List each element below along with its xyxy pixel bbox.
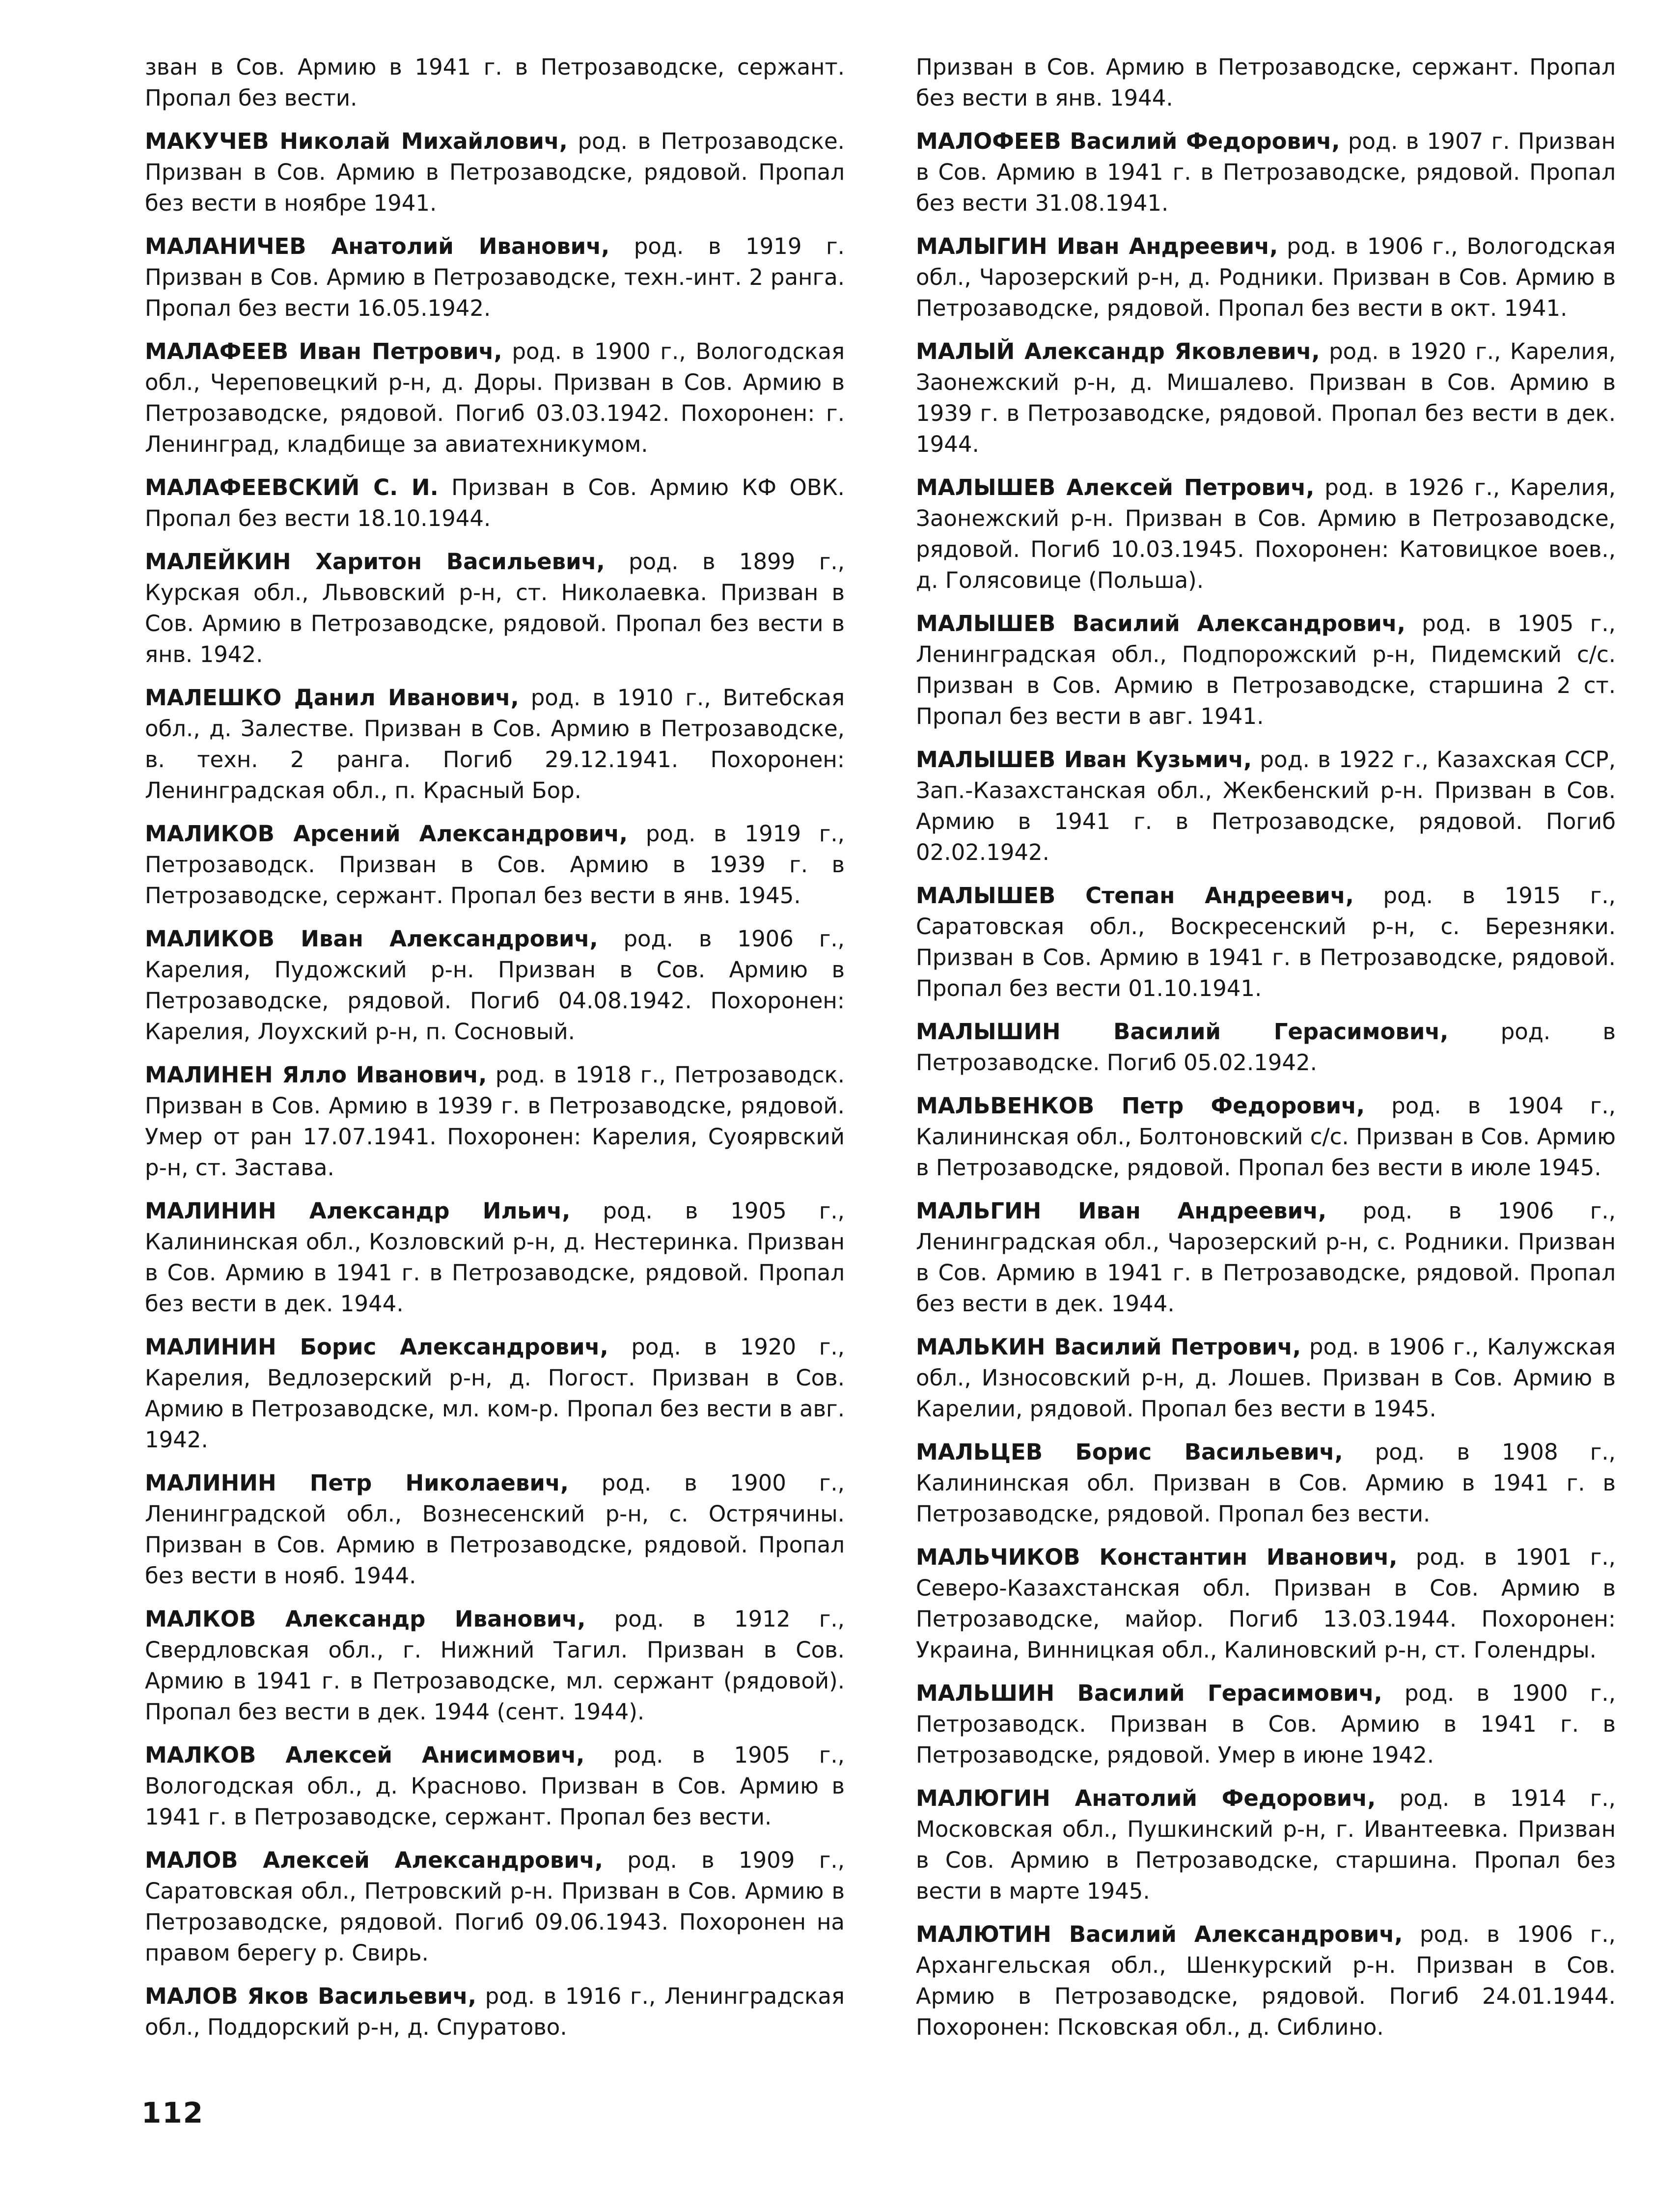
entry-text: род. в 1920 г., Карелия, Заонежский р-н, д. Мишалево. Призван в Сов. Армию в 1939 г. в Петрозаводске, рядовой. Пропал без вести в дек. 1944.: [916, 338, 1616, 457]
register-entry: [916, 52, 1616, 113]
register-entry: [145, 682, 845, 806]
entry-text: род. в 1905 г., Ленинградская обл., Подпорожский р-н, Пидемский с/с. Призван в Сов. Армию в Петрозаводске, старшина 2 ст. Пропал без вести в авг. 1941.: [916, 610, 1616, 729]
register-entry: [916, 880, 1616, 1004]
entry-text: род. в 1900 г., Петрозаводск. Призван в Сов. Армию в 1941 г. в Петрозаводске, рядовой. Умер в июне 1942.: [916, 1680, 1616, 1768]
entry-text: род. в 1905 г., Калининская обл., Козловский р-н, д. Нестеринка. Призван в Сов. Армию в 1941 г. в Петрозаводске, рядовой. Пропал без вести в дек. 1944.: [145, 1198, 845, 1317]
register-entry: [916, 1678, 1616, 1770]
register-entry: [916, 1090, 1616, 1183]
register-entry: [916, 472, 1616, 596]
entry-name: МАКУЧЕВ Николай Михайлович,: [145, 128, 568, 154]
entry-text: род. в 1901 г., Северо-Казахстанская обл. Призван в Сов. Армию в Петрозаводске, майор. Погиб 13.03.1944. Похоронен: Украина, Винницкая обл., Калиновский р-н, ст. Голендры.: [916, 1544, 1616, 1663]
entry-text: род. в 1906 г., Калужская обл., Износовский р-н, д. Лошев. Призван в Сов. Армию в Карелии, рядовой. Пропал без вести в 1945.: [916, 1334, 1616, 1422]
register-entry: [916, 608, 1616, 732]
entry-text: род. в 1906 г., Ленинградская обл., Чарозерский р-н, с. Родники. Призван в Сов. Армию в 1941 г. в Петрозаводске, рядовой. Пропал без вести в дек. 1944.: [916, 1198, 1616, 1317]
register-entry: [916, 1016, 1616, 1078]
entry-text: род. в 1908 г., Калининская обл. Призван в Сов. Армию в 1941 г. в Петрозаводске, рядовой. Пропал без вести.: [916, 1439, 1616, 1527]
entry-name: МАЛЬГИН Иван Андреевич,: [916, 1198, 1327, 1224]
entry-name: МАЛЫШЕВ Алексей Петрович,: [916, 474, 1315, 500]
entry-name: МАЛАФЕЕВ Иван Петрович,: [145, 338, 502, 364]
entry-name: МАЛАНИЧЕВ Анатолий Иванович,: [145, 233, 610, 259]
register-entry: [916, 1195, 1616, 1319]
entry-name: МАЛИНЕН Ялло Иванович,: [145, 1062, 487, 1088]
entry-text: род. в 1900 г., Вологодская обл., Череповецкий р-н, д. Доры. Призван в Сов. Армию в Петрозаводске, рядовой. Погиб 03.03.1942. Похоронен: г. Ленинград, кладбище за авиатехникумом.: [145, 338, 845, 457]
entry-name: МАЛКОВ Алексей Анисимович,: [145, 1742, 585, 1768]
entry-text: Призван в Сов. Армию в Петрозаводске, сержант. Пропал без вести в янв. 1944.: [916, 54, 1616, 111]
entry-name: МАЛЫШЕВ Иван Кузьмич,: [916, 747, 1252, 773]
entry-text: род. в 1916 г., Ленинградская обл., Поддорский р-н, д. Спуратово.: [145, 1983, 845, 2040]
entry-text: род. в 1904 г., Калининская обл., Болтоновский с/с. Призван в Сов. Армию в Петрозаводске, рядовой. Пропал без вести в июле 1945.: [916, 1093, 1616, 1181]
entry-text: род. в Петрозаводске. Призван в Сов. Армию в Петрозаводске, рядовой. Пропал без вести в ноябре 1941.: [145, 128, 845, 216]
entry-text: род. в 1926 г., Карелия, Заонежский р-н. Призван в Сов. Армию в Петрозаводске, рядовой. Погиб 10.03.1945. Похоронен: Катовицкое воев., д. Голясовице (Польша).: [916, 474, 1616, 593]
entry-text: род. в 1909 г., Саратовская обл., Петровский р-н. Призван в Сов. Армию в Петрозаводске, рядовой. Погиб 09.06.1943. Похоронен на правом берегу р. Свирь.: [145, 1847, 845, 1966]
register-entry: [145, 1981, 845, 2043]
entry-text: род. в 1920 г., Карелия, Ведлозерский р-н, д. Погост. Призван в Сов. Армию в Петрозаводске, мл. ком-р. Пропал без вести в авг. 1942.: [145, 1334, 845, 1453]
entry-text: род. в 1906 г., Архангельская обл., Шенкурский р-н. Призван в Сов. Армию в Петрозаводске, рядовой. Погиб 24.01.1944. Похоронен: Псковская обл., д. Сиблино.: [916, 1921, 1616, 2040]
register-entry: [145, 126, 845, 219]
entry-name: МАЛЫШИН Василий Герасимович,: [916, 1019, 1449, 1045]
entry-name: МАЛЮГИН Анатолий Федорович,: [916, 1785, 1376, 1811]
entry-name: МАЛЫЙ Александр Яковлевич,: [916, 338, 1320, 364]
entry-name: МАЛЬШИН Василий Герасимович,: [916, 1680, 1382, 1706]
register-entry: [145, 1740, 845, 1832]
register-entry: [145, 1845, 845, 1968]
entry-text: род. в 1919 г. Призван в Сов. Армию в Петрозаводске, техн.-инт. 2 ранга. Пропал без вести 16.05.1942.: [145, 233, 845, 321]
entry-name: МАЛИКОВ Арсений Александрович,: [145, 821, 628, 847]
register-entry: [145, 923, 845, 1047]
register-entry: [145, 52, 845, 113]
entry-name: МАЛОВ Яков Васильевич,: [145, 1983, 476, 2009]
entry-text: зван в Сов. Армию в 1941 г. в Петрозаводске, сержант. Пропал без вести.: [145, 54, 845, 111]
register-entry: [145, 1059, 845, 1183]
register-entry: [145, 1195, 845, 1319]
register-entry: [145, 1604, 845, 1727]
entry-name: МАЛЫШЕВ Степан Андреевич,: [916, 883, 1354, 909]
entry-name: МАЛЬВЕНКОВ Петр Федорович,: [916, 1093, 1365, 1119]
left-column: [145, 52, 845, 2055]
entry-name: МАЛИНИН Александр Ильич,: [145, 1198, 571, 1224]
entry-name: МАЛЬКИН Василий Петрович,: [916, 1334, 1301, 1360]
register-entry: [145, 818, 845, 911]
entry-name: МАЛЫШЕВ Василий Александрович,: [916, 610, 1406, 636]
entry-name: МАЛОВ Алексей Александрович,: [145, 1847, 603, 1873]
entry-text: род. в 1905 г., Вологодская обл., д. Красново. Призван в Сов. Армию в 1941 г. в Петрозаводске, сержант. Пропал без вести.: [145, 1742, 845, 1830]
register-entry: [145, 336, 845, 460]
entry-text: род. в 1907 г. Призван в Сов. Армию в 1941 г. в Петрозаводске, рядовой. Пропал без вести 31.08.1941.: [916, 128, 1616, 216]
entry-name: МАЛОФЕЕВ Василий Федорович,: [916, 128, 1340, 154]
entry-name: МАЛЬЦЕВ Борис Васильевич,: [916, 1439, 1343, 1465]
entry-name: МАЛЕЙКИН Харитон Васильевич,: [145, 549, 605, 575]
entry-text: род. в 1910 г., Витебская обл., д. Залестве. Призван в Сов. Армию в Петрозаводске, в. техн. 2 ранга. Погиб 29.12.1941. Похоронен: Ленинградская обл., п. Красный Бор.: [145, 685, 845, 803]
register-entry: [916, 126, 1616, 219]
register-entry: [145, 546, 845, 670]
register-entry: [145, 1331, 845, 1455]
register-entry: [916, 1331, 1616, 1424]
register-entry: [916, 1919, 1616, 2043]
entry-name: МАЛЮТИН Василий Александрович,: [916, 1921, 1403, 1947]
entry-text: род. в 1922 г., Казахская ССР, Зап.-Казахстанская обл., Жекбенский р-н. Призван в Сов. Армию в 1941 г. в Петрозаводске, рядовой. Погиб 02.02.1942.: [916, 747, 1616, 865]
entry-text: род. в 1906 г., Вологодская обл., Чарозерский р-н, д. Родники. Призван в Сов. Армию в Петрозаводске, рядовой. Пропал без вести в окт. 1941.: [916, 233, 1616, 321]
entry-text: род. в 1900 г., Ленинградской обл., Вознесенский р-н, с. Острячины. Призван в Сов. Армию в Петрозаводске, рядовой. Пропал без вести в нояб. 1944.: [145, 1470, 845, 1589]
register-entry: [916, 336, 1616, 460]
entry-text: род. в Петрозаводске. Погиб 05.02.1942.: [916, 1019, 1616, 1076]
entry-name: МАЛКОВ Александр Иванович,: [145, 1606, 586, 1632]
register-entry: [916, 1783, 1616, 1907]
entry-name: МАЛИНИН Борис Александрович,: [145, 1334, 608, 1360]
entry-text: род. в 1914 г., Московская обл., Пушкинский р-н, г. Ивантеевка. Призван в Сов. Армию в Петрозаводске, старшина. Пропал без вести в марте 1945.: [916, 1785, 1616, 1904]
register-entry: [916, 1437, 1616, 1529]
register-entry: [916, 231, 1616, 324]
entry-name: МАЛЫГИН Иван Андреевич,: [916, 233, 1278, 259]
register-entry: [145, 231, 845, 324]
entry-text: Призван в Сов. Армию КФ ОВК. Пропал без вести 18.10.1944.: [145, 474, 845, 531]
entry-name: МАЛАФЕЕВСКИЙ С. И.: [145, 474, 439, 500]
entry-text: род. в 1915 г., Саратовская обл., Воскресенский р-н, с. Березняки. Призван в Сов. Армию в 1941 г. в Петрозаводске, рядовой. Пропал без вести 01.10.1941.: [916, 883, 1616, 1001]
entry-name: МАЛЬЧИКОВ Константин Иванович,: [916, 1544, 1398, 1570]
register-entry: [916, 1542, 1616, 1665]
entry-name: МАЛИНИН Петр Николаевич,: [145, 1470, 569, 1496]
page-number: 112: [141, 2096, 204, 2129]
register-entry: [145, 472, 845, 534]
entry-text: род. в 1918 г., Петрозаводск. Призван в Сов. Армию в 1939 г. в Петрозаводске, рядовой. Умер от ран 17.07.1941. Похоронен: Карелия, Суоярвский р-н, ст. Застава.: [145, 1062, 845, 1181]
entry-text: род. в 1906 г., Карелия, Пудожский р-н. Призван в Сов. Армию в Петрозаводске, рядовой. Погиб 04.08.1942. Похоронен: Карелия, Лоухский р-н, п. Сосновый.: [145, 926, 845, 1045]
register-entry: [145, 1467, 845, 1591]
entry-text: род. в 1899 г., Курская обл., Львовский р-н, ст. Николаевка. Призван в Сов. Армию в Петрозаводске, рядовой. Пропал без вести в янв. 1942.: [145, 549, 845, 667]
entry-name: МАЛИКОВ Иван Александрович,: [145, 926, 598, 952]
entry-text: род. в 1919 г., Петрозаводск. Призван в Сов. Армию в 1939 г. в Петрозаводске, сержант. Пропал без вести в янв. 1945.: [145, 821, 845, 909]
entry-name: МАЛЕШКО Данил Иванович,: [145, 685, 519, 711]
entry-text: род. в 1912 г., Свердловская обл., г. Нижний Тагил. Призван в Сов. Армию в 1941 г. в Петрозаводске, мл. сержант (рядовой). Пропал без вести в дек. 1944 (сент. 1944).: [145, 1606, 845, 1725]
right-column: [916, 52, 1616, 2055]
register-entry: [916, 744, 1616, 868]
